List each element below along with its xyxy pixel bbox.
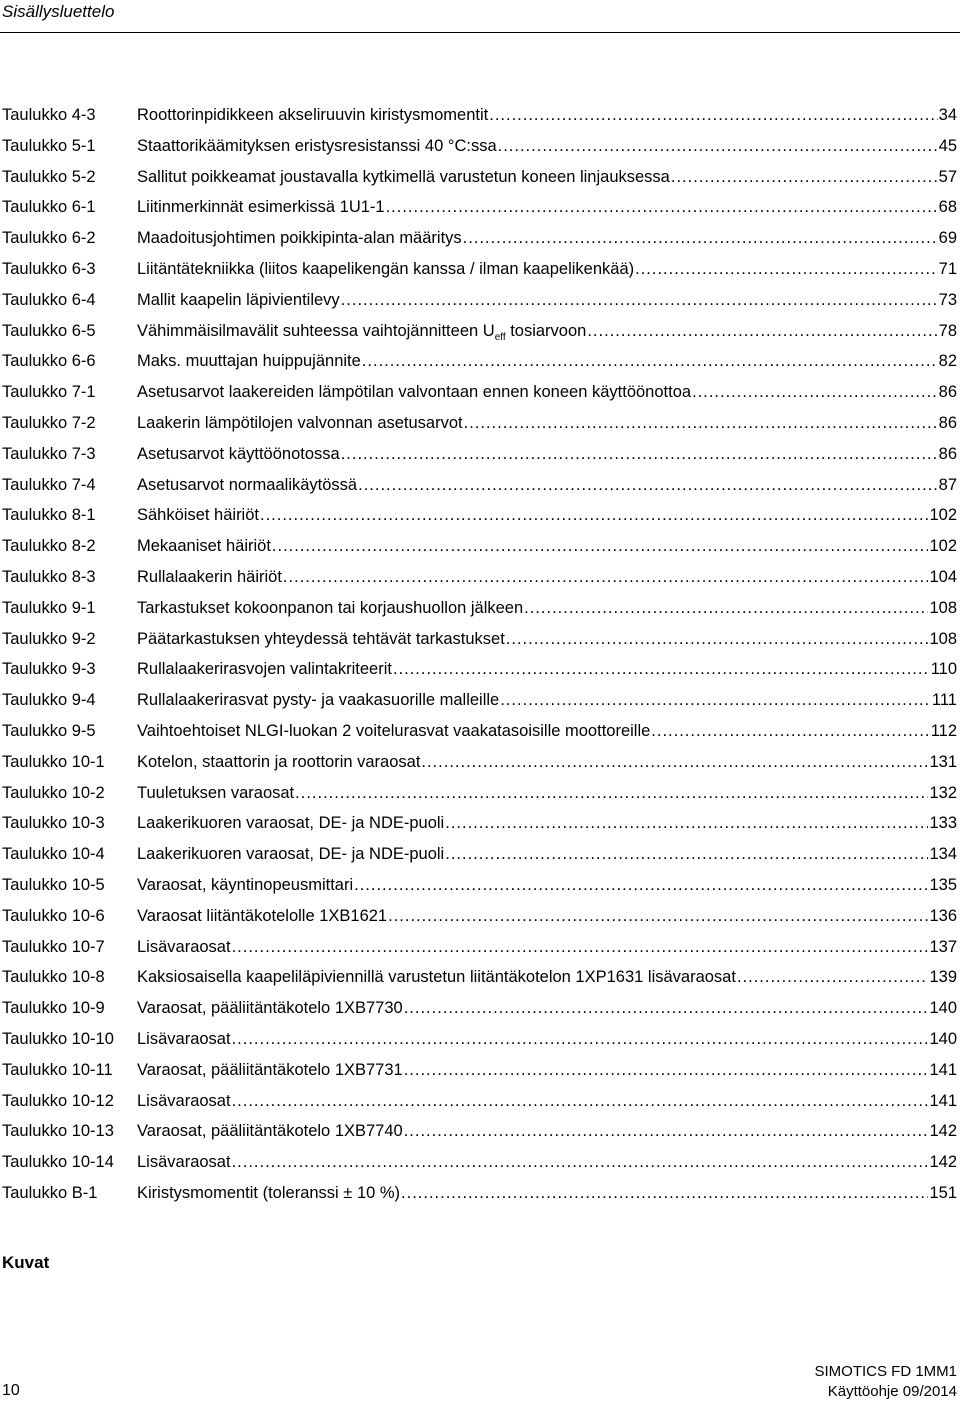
- toc-dot-leader: [404, 1055, 929, 1086]
- toc-entry-title: [137, 470, 357, 501]
- toc-entry-title: [137, 192, 385, 223]
- toc-entry-title: [137, 685, 499, 716]
- toc-entry-page-number: 134: [929, 845, 957, 864]
- toc-entry-title: [137, 285, 340, 316]
- toc-entry-body: [137, 562, 957, 593]
- toc-entry-title: [137, 439, 340, 470]
- toc-entry-label: Taulukko 10-6: [2, 906, 105, 925]
- toc-entry-title-text: Maks. muuttajan huippujännite: [137, 352, 361, 371]
- toc-entry-body: [137, 778, 957, 809]
- toc-entry[interactable]: [0, 562, 960, 593]
- toc-entry[interactable]: [0, 1055, 960, 1086]
- toc-entry-page-number: 137: [929, 937, 957, 956]
- toc-entry-body: [137, 500, 957, 531]
- toc-entry-page-number: 132: [929, 783, 957, 802]
- toc-entry-title-text: Varaosat, pääliitäntäkotelo 1XB7730: [137, 999, 403, 1018]
- toc-entry-body: [137, 223, 957, 254]
- toc-entry-body: [137, 1147, 957, 1178]
- toc-entry-page-number: 136: [929, 906, 957, 925]
- toc-entry-label: Taulukko 7-4: [2, 475, 96, 494]
- toc-entry-label: Taulukko 6-2: [2, 229, 96, 248]
- toc-entry-title-text: Kaksiosaisella kaapeliläpiviennillä varustetun liitäntäkotelon 1XP1631 lisävaraosat: [137, 968, 736, 987]
- toc-entry-title-text: Lisävaraosat: [137, 1153, 231, 1172]
- toc-entry-label: Taulukko 6-3: [2, 259, 96, 278]
- toc-entry-label: Taulukko 10-1: [2, 752, 105, 771]
- toc-entry-label: Taulukko 10-7: [2, 937, 105, 956]
- toc-entry[interactable]: [0, 932, 960, 963]
- toc-entry-label: Taulukko 7-2: [2, 413, 96, 432]
- toc-entry-page-number: 110: [930, 660, 957, 679]
- toc-entry[interactable]: [0, 808, 960, 839]
- toc-entry-label: Taulukko 8-2: [2, 537, 96, 556]
- toc-entry-body: [137, 131, 957, 162]
- toc-entry-title-text: Sallitut poikkeamat joustavalla kytkimellä varustetun koneen linjauksessa: [137, 167, 670, 186]
- toc-entry[interactable]: [0, 377, 960, 408]
- toc-dot-leader: [295, 778, 928, 809]
- toc-dot-leader: [463, 223, 938, 254]
- toc-entry-page-number: 108: [929, 598, 957, 617]
- toc-entry-title-text: Rullalaakerin häiriöt: [137, 567, 282, 586]
- toc-entry-body: [137, 531, 957, 562]
- toc-entry-title-text: Laakerikuoren varaosat, DE- ja NDE-puoli: [137, 814, 445, 833]
- toc-entry-label: Taulukko 10-12: [2, 1091, 114, 1110]
- toc-entry-body: [137, 316, 957, 347]
- toc-entry-page-number: 57: [938, 167, 957, 186]
- toc-dot-leader: [404, 993, 929, 1024]
- toc-entry-title: [137, 1178, 400, 1209]
- toc-entry-label: Taulukko 6-1: [2, 198, 96, 217]
- toc-entry[interactable]: [0, 316, 960, 347]
- toc-entry[interactable]: [0, 778, 960, 809]
- toc-entry-body: [137, 162, 957, 193]
- toc-entry[interactable]: [0, 839, 960, 870]
- toc-entry-page-number: 112: [930, 721, 957, 740]
- toc-entry-page-number: 34: [938, 106, 957, 124]
- toc-entry[interactable]: [0, 1086, 960, 1117]
- toc-entry-title: [137, 531, 271, 562]
- toc-dot-leader: [358, 470, 938, 501]
- toc-entry-title: [137, 131, 497, 162]
- toc-entry-body: [137, 993, 957, 1024]
- toc-dot-leader: [341, 285, 938, 316]
- toc-entry[interactable]: [0, 470, 960, 501]
- toc-entry[interactable]: [0, 131, 960, 162]
- toc-entry-body: [137, 192, 957, 223]
- toc-entry-title: [137, 408, 463, 439]
- page-header-title: Sisällysluettelo: [2, 2, 115, 21]
- toc-dot-leader: [388, 901, 928, 932]
- toc-entry[interactable]: [0, 408, 960, 439]
- toc-entry-label: Taulukko B-1: [2, 1183, 98, 1202]
- toc-entry-title-suffix: tosiarvoon: [505, 321, 587, 340]
- toc-entry-title-text: Roottorinpidikkeen akseliruuvin kiristysmomentit: [137, 106, 489, 124]
- toc-entry-page-number: 151: [929, 1183, 957, 1202]
- toc-entry-label: Taulukko 10-11: [2, 1060, 113, 1079]
- toc-entry-body: [137, 408, 957, 439]
- toc-entry-page-number: 68: [938, 198, 957, 217]
- toc-entry-label: Taulukko 4-3: [2, 106, 96, 124]
- section-heading: Kuvat: [2, 1253, 50, 1272]
- toc-entry-page-number: 111: [931, 691, 957, 710]
- toc-entry-body: [137, 685, 957, 716]
- toc-dot-leader: [232, 1024, 929, 1055]
- toc-entry[interactable]: [0, 747, 960, 778]
- toc-entry-label: Taulukko 5-1: [2, 136, 96, 155]
- toc-dot-leader: [671, 162, 938, 193]
- toc-entry[interactable]: [0, 1147, 960, 1178]
- toc-dot-leader: [651, 716, 929, 747]
- toc-entry-title: [137, 624, 505, 655]
- toc-entry-label: Taulukko 10-10: [2, 1029, 114, 1048]
- toc-entry-title: [137, 870, 353, 901]
- toc-dot-leader: [283, 562, 929, 593]
- toc-entry-label: Taulukko 7-3: [2, 444, 96, 463]
- toc-entry-body: [137, 439, 957, 470]
- toc-dot-leader: [232, 1086, 929, 1117]
- toc-entry-label: Taulukko 9-5: [2, 721, 96, 740]
- toc-entry-title-text: Vähimmäisilmavälit suhteessa vaihtojännitteen U: [137, 321, 495, 340]
- toc-dot-leader: [232, 1147, 929, 1178]
- toc-entry-body: [137, 1086, 957, 1117]
- toc-entry[interactable]: [0, 716, 960, 747]
- toc-entry-title: [137, 839, 444, 870]
- toc-entry-label: Taulukko 10-4: [2, 845, 105, 864]
- toc-entry-page-number: 140: [929, 999, 957, 1018]
- toc-entry-title-text: Staattorikäämityksen eristysresistanssi 40 °C:ssa: [137, 136, 497, 155]
- toc-entry-title: [137, 962, 736, 993]
- toc-entry[interactable]: [0, 100, 960, 131]
- toc-entry-title-text: Lisävaraosat: [137, 1091, 231, 1110]
- toc-entry-title: [137, 932, 231, 963]
- toc-entry-title: [137, 254, 634, 285]
- toc-entry-page-number: 69: [938, 229, 957, 248]
- toc-entry-page-number: 108: [929, 629, 957, 648]
- toc-entry-body: [137, 1116, 957, 1147]
- toc-entry-body: [137, 654, 957, 685]
- toc-entry-body: [137, 624, 957, 655]
- toc-dot-leader: [498, 131, 938, 162]
- toc-entry[interactable]: [0, 346, 960, 377]
- toc-entry-page-number: 141: [929, 1060, 957, 1079]
- toc-entry-title-subscript: eff: [494, 331, 506, 343]
- toc-entry-label: Taulukko 9-1: [2, 598, 96, 617]
- toc-dot-leader: [232, 932, 929, 963]
- footer-page-number: 10: [2, 1382, 20, 1399]
- toc-entry[interactable]: [0, 1178, 960, 1209]
- toc-entry-title: [137, 808, 444, 839]
- toc-entry-page-number: 102: [929, 537, 957, 556]
- toc-entry-title: [137, 993, 403, 1024]
- toc-entry-title-text: Tarkastukset kokoonpanon tai korjaushuollon jälkeen: [137, 598, 524, 617]
- toc-entry-body: [137, 870, 957, 901]
- toc-entry-title-text: Asetusarvot laakereiden lämpötilan valvontaan ennen koneen käyttöönottoa: [137, 383, 692, 402]
- toc-entry-title-text: Laakerikuoren varaosat, DE- ja NDE-puoli: [137, 845, 445, 864]
- toc-entry-page-number: 139: [929, 968, 957, 987]
- toc-entry-title-text: Sähköiset häiriöt: [137, 506, 259, 525]
- toc-entry-title: [137, 500, 259, 531]
- toc-entry-label: Taulukko 10-8: [2, 968, 105, 987]
- toc-entry-body: [137, 1024, 957, 1055]
- toc-entry-page-number: 104: [929, 567, 957, 586]
- toc-dot-leader: [587, 316, 937, 347]
- toc-dot-leader: [272, 531, 929, 562]
- toc-entry[interactable]: [0, 685, 960, 716]
- toc-entry-title: [137, 1086, 231, 1117]
- toc-entry[interactable]: [0, 192, 960, 223]
- toc-entry-title-text: Lisävaraosat: [137, 1029, 231, 1048]
- toc-dot-leader: [421, 747, 928, 778]
- toc-dot-leader: [362, 346, 938, 377]
- toc-entry-page-number: 73: [938, 290, 957, 309]
- toc-entry-body: [137, 1055, 957, 1086]
- toc-entry-body: [137, 747, 957, 778]
- toc-dot-leader: [341, 439, 938, 470]
- toc-entry[interactable]: [0, 593, 960, 624]
- toc-entry-page-number: 102: [929, 506, 957, 525]
- toc-entry-page-number: 86: [938, 444, 957, 463]
- toc-entry-body: [137, 285, 957, 316]
- toc-entry-title: [137, 747, 420, 778]
- toc-entry-page-number: 45: [938, 136, 957, 155]
- toc-entry-title-text: Laakerin lämpötilojen valvonnan asetusarvot: [137, 413, 463, 432]
- toc-dot-leader: [524, 593, 928, 624]
- toc-entry-title-text: Mekaaniset häiriöt: [137, 537, 271, 556]
- toc-entry-page-number: 142: [929, 1122, 957, 1141]
- toc-entry-page-number: 78: [938, 321, 957, 340]
- toc-entry-title-text: Mallit kaapelin läpivientilevy: [137, 290, 340, 309]
- toc-dot-leader: [635, 254, 938, 285]
- toc-entry-title: [137, 1055, 403, 1086]
- toc-dot-leader: [445, 839, 928, 870]
- toc-dot-leader: [489, 100, 937, 131]
- toc-entry-label: Taulukko 6-6: [2, 352, 96, 371]
- toc-entry-title: [137, 901, 387, 932]
- toc-dot-leader: [464, 408, 938, 439]
- toc-dot-leader: [506, 624, 929, 655]
- toc-entry-title: [137, 1116, 403, 1147]
- toc-entry[interactable]: [0, 500, 960, 531]
- header-divider: [0, 32, 960, 33]
- toc-entry-label: Taulukko 6-5: [2, 321, 96, 340]
- toc-entry-label: Taulukko 6-4: [2, 290, 96, 309]
- toc-entry-title: [137, 778, 294, 809]
- page-header: [0, 0, 960, 34]
- toc-entry[interactable]: [0, 870, 960, 901]
- toc-entry-title: [137, 593, 523, 624]
- toc-dot-leader: [354, 870, 928, 901]
- toc-entry-body: [137, 254, 957, 285]
- toc-entry-title: [137, 346, 361, 377]
- toc-entry[interactable]: [0, 624, 960, 655]
- toc-entry-title: [137, 562, 282, 593]
- toc-dot-leader: [445, 808, 928, 839]
- toc-dot-leader: [737, 962, 929, 993]
- toc-entry-page-number: 142: [929, 1153, 957, 1172]
- toc-entry[interactable]: [0, 962, 960, 993]
- toc-entry-title: [137, 100, 488, 131]
- toc-entry-page-number: 87: [938, 475, 957, 494]
- toc-entry-body: [137, 716, 957, 747]
- toc-entry[interactable]: [0, 1116, 960, 1147]
- toc-entry-title-text: Liitäntätekniikka (liitos kaapelikengän kanssa / ilman kaapelikenkää): [137, 259, 635, 278]
- toc-entry-title-text: Asetusarvot normaalikäytössä: [137, 475, 358, 494]
- toc-entry-label: Taulukko 10-13: [2, 1122, 114, 1141]
- toc-entry-page-number: 135: [929, 875, 957, 894]
- toc-dot-leader: [401, 1178, 928, 1209]
- toc-entry-title: [137, 716, 650, 747]
- toc-entry-label: Taulukko 10-2: [2, 783, 105, 802]
- toc-entry-title-text: Rullalaakerirasvat pysty- ja vaakasuorille malleille: [137, 691, 500, 710]
- toc-entry-page-number: 71: [938, 259, 957, 278]
- toc-entry-label: Taulukko 10-5: [2, 875, 105, 894]
- footer-document-title: Käyttöohje 09/2014: [827, 1383, 957, 1400]
- toc-entry-body: [137, 839, 957, 870]
- toc-entry-title-text: Maadoitusjohtimen poikkipinta-alan määritys: [137, 229, 462, 248]
- toc-dot-leader: [260, 500, 928, 531]
- toc-entry-title-text: Varaosat liitäntäkotelolle 1XB1621: [137, 906, 388, 925]
- footer-document-info: [814, 1362, 957, 1402]
- toc-entry-label: Taulukko 9-3: [2, 660, 96, 679]
- toc-entry-body: [137, 1178, 957, 1209]
- toc-entry-title: [137, 654, 392, 685]
- toc-entry-label: Taulukko 8-3: [2, 567, 96, 586]
- toc-entry-title: [137, 223, 462, 254]
- toc-entry-label: Taulukko 9-2: [2, 629, 96, 648]
- toc-entry-label: Taulukko 10-3: [2, 814, 105, 833]
- toc-entry-label: Taulukko 9-4: [2, 691, 96, 710]
- toc-entry-body: [137, 593, 957, 624]
- footer-product-name: SIMOTICS FD 1MM1: [814, 1363, 957, 1380]
- toc-dot-leader: [386, 192, 938, 223]
- toc-entry-page-number: 133: [929, 814, 957, 833]
- toc-entry-title: [137, 162, 670, 193]
- toc-entry-page-number: 141: [929, 1091, 957, 1110]
- toc-dot-leader: [500, 685, 931, 716]
- toc-entry-title-text: Tuuletuksen varaosat: [137, 783, 295, 802]
- toc-entry[interactable]: [0, 254, 960, 285]
- toc-entry-title-text: Päätarkastuksen yhteydessä tehtävät tarkastukset: [137, 629, 505, 648]
- toc-entry-title-text: Varaosat, pääliitäntäkotelo 1XB7731: [137, 1060, 403, 1079]
- toc-entry[interactable]: [0, 1024, 960, 1055]
- toc-entry[interactable]: [0, 901, 960, 932]
- toc-entry[interactable]: [0, 162, 960, 193]
- toc-entry[interactable]: [0, 439, 960, 470]
- toc-entry-page-number: 86: [938, 413, 957, 432]
- table-of-contents-list: [0, 100, 960, 1209]
- toc-dot-leader: [393, 654, 930, 685]
- toc-entry[interactable]: [0, 531, 960, 562]
- toc-entry-body: [137, 962, 957, 993]
- toc-entry[interactable]: [0, 654, 960, 685]
- toc-entry-label: Taulukko 8-1: [2, 506, 96, 525]
- toc-entry-body: [137, 901, 957, 932]
- toc-entry-page-number: 140: [929, 1029, 957, 1048]
- toc-entry-title: [137, 1147, 231, 1178]
- toc-entry-label: Taulukko 10-14: [2, 1153, 114, 1172]
- toc-entry-label: Taulukko 10-9: [2, 999, 105, 1018]
- toc-entry[interactable]: [0, 993, 960, 1024]
- toc-entry-page-number: 82: [938, 352, 957, 371]
- toc-entry-body: [137, 808, 957, 839]
- toc-entry-title: [137, 316, 586, 347]
- toc-entry-title-text: Lisävaraosat: [137, 937, 231, 956]
- toc-entry[interactable]: [0, 223, 960, 254]
- toc-entry-body: [137, 377, 957, 408]
- toc-entry-body: [137, 470, 957, 501]
- toc-entry-title-text: Varaosat, pääliitäntäkotelo 1XB7740: [137, 1122, 403, 1141]
- toc-entry-title-text: Varaosat, käyntinopeusmittari: [137, 875, 354, 894]
- toc-entry-title-text: Liitinmerkinnät esimerkissä 1U1-1: [137, 198, 385, 217]
- toc-dot-leader: [692, 377, 938, 408]
- toc-entry-title: [137, 1024, 231, 1055]
- toc-dot-leader: [404, 1116, 929, 1147]
- toc-entry-page-number: 86: [938, 383, 957, 402]
- toc-entry-page-number: 131: [929, 752, 957, 771]
- toc-entry-label: Taulukko 5-2: [2, 167, 96, 186]
- toc-entry-label: Taulukko 7-1: [2, 383, 96, 402]
- toc-entry-body: [137, 932, 957, 963]
- toc-entry-title: [137, 377, 691, 408]
- toc-entry-title-text: Rullalaakerirasvojen valintakriteerit: [137, 660, 392, 679]
- toc-entry-body: [137, 100, 957, 131]
- toc-entry-title-text: Kotelon, staattorin ja roottorin varaosat: [137, 752, 421, 771]
- toc-entry-body: [137, 346, 957, 377]
- toc-entry-title-text: Kiristysmomentit (toleranssi ± 10 %): [137, 1183, 401, 1202]
- toc-entry[interactable]: [0, 285, 960, 316]
- toc-entry-title-text: Vaihtoehtoiset NLGI-luokan 2 voitelurasvat vaakatasoisille moottoreille: [137, 721, 651, 740]
- toc-entry-title-text: Asetusarvot käyttöönotossa: [137, 444, 340, 463]
